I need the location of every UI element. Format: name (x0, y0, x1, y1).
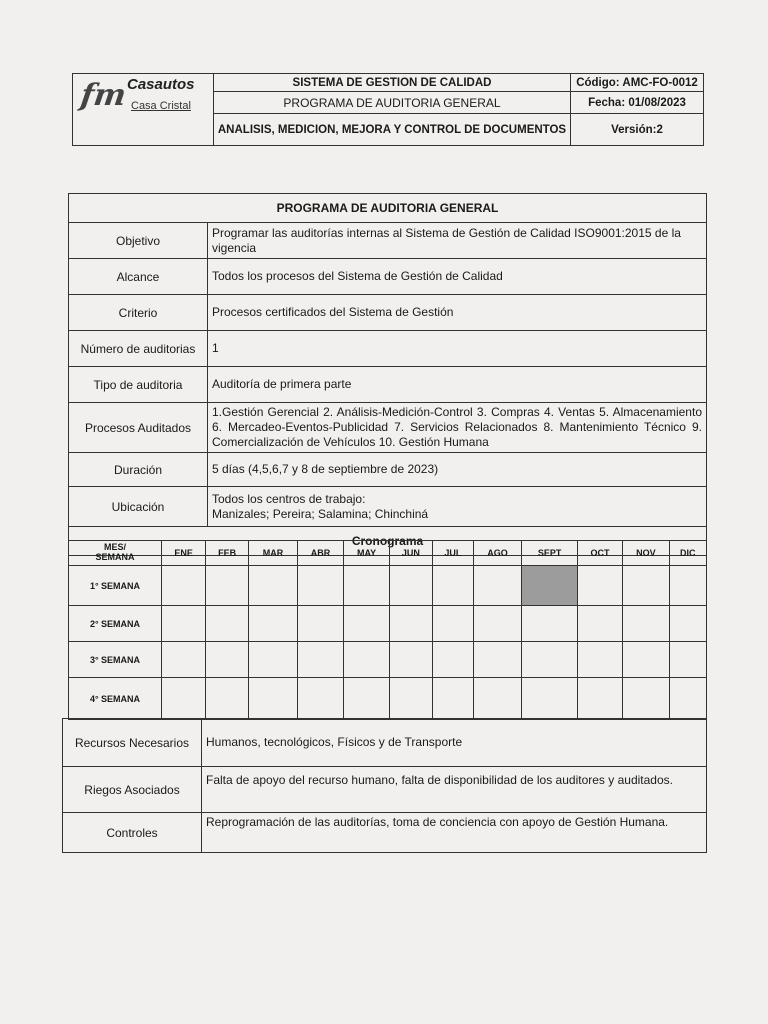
schedule-cell (473, 642, 522, 678)
resources-table (62, 718, 707, 853)
month-header-may: MAY (344, 541, 390, 566)
schedule-cell (522, 642, 577, 678)
week-row (69, 642, 707, 678)
schedule-cell (249, 678, 298, 720)
schedule-cell (623, 642, 669, 678)
schedule-cell (577, 566, 622, 606)
schedule-cell (162, 642, 206, 678)
schedule-cell (389, 678, 432, 720)
logo-subtitle: Casa Cristal (131, 100, 191, 112)
schedule-cell (669, 566, 706, 606)
schedule-cell (623, 566, 669, 606)
week-row (69, 566, 707, 606)
month-header-feb: FEB (206, 541, 249, 566)
week-label: 1° SEMANA (69, 566, 162, 606)
cronograma-title: Cronograma (69, 527, 707, 556)
row-value-controles: Reprogramación de las auditorías, toma de conciencia con apoyo de Gestión Humana. (202, 813, 707, 853)
schedule-cell (432, 678, 473, 720)
schedule-cell (389, 642, 432, 678)
system-title: SISTEMA DE GESTION DE CALIDAD (214, 74, 571, 92)
schedule-cell (162, 606, 206, 642)
schedule-cell (577, 642, 622, 678)
schedule-cell (389, 606, 432, 642)
schedule-cell (669, 642, 706, 678)
row-value-ubicacion (208, 487, 707, 527)
schedule-cell (389, 566, 432, 606)
schedule-cell (206, 566, 249, 606)
row-label-tipo-auditoria: Tipo de auditoria (69, 367, 208, 403)
scheduled-audit-cell (522, 566, 577, 606)
schedule-cell (577, 606, 622, 642)
logo-name: Casautos (127, 76, 195, 93)
schedule-cell (473, 678, 522, 720)
audit-program-table (68, 193, 707, 556)
schedule-cell (206, 606, 249, 642)
schedule-cell (473, 566, 522, 606)
row-value-alcance: Todos los procesos del Sistema de Gestión de Calidad (208, 259, 707, 295)
schedule-cell (522, 678, 577, 720)
document-date: Fecha: 01/08/2023 (571, 92, 704, 114)
row-label-recursos: Recursos Necesarios (63, 719, 202, 767)
schedule-cell (249, 566, 298, 606)
month-header-nov: NOV (623, 541, 669, 566)
month-header-oct: OCT (577, 541, 622, 566)
month-header-abr: ABR (297, 541, 343, 566)
schedule-cell (297, 642, 343, 678)
month-header-sept: SEPT (522, 541, 577, 566)
row-label-ubicacion: Ubicación (69, 487, 208, 527)
program-table-title: PROGRAMA DE AUDITORIA GENERAL (69, 194, 707, 223)
row-label-alcance: Alcance (69, 259, 208, 295)
row-value-tipo-auditoria: Auditoría de primera parte (208, 367, 707, 403)
week-row (69, 606, 707, 642)
corner-line-2: SEMANA (95, 552, 135, 562)
row-value-procesos-auditados: 1.Gestión Gerencial 2. Análisis-Medición-Control 3. Compras 4. Ventas 5. Almacenamiento 6. Mercadeo-Eventos-Publicidad 7. Servicios Relacionados 8. Mantenimiento Técnico 9. Comercialización de Vehículos 10. Gestión Humana (208, 403, 707, 453)
schedule-cell (344, 606, 390, 642)
schedule-cell (669, 678, 706, 720)
schedule-cell (249, 606, 298, 642)
corner-line-1: MES/ (103, 542, 126, 553)
week-label: 2° SEMANA (69, 606, 162, 642)
schedule-cell (623, 678, 669, 720)
company-logo (73, 74, 214, 146)
week-row (69, 678, 707, 720)
schedule-cell (623, 606, 669, 642)
month-header-ago: AGO (473, 541, 522, 566)
row-value-numero-auditorias: 1 (208, 331, 707, 367)
schedule-cell (249, 642, 298, 678)
cronograma-header-row (69, 541, 707, 566)
process-title: ANALISIS, MEDICION, MEJORA Y CONTROL DE DOCUMENTOS (214, 114, 571, 146)
document-header (72, 73, 704, 146)
row-label-duracion: Duración (69, 453, 208, 487)
schedule-cell (432, 566, 473, 606)
cronograma-grid (68, 540, 707, 720)
schedule-cell (297, 606, 343, 642)
row-value-criterio: Procesos certificados del Sistema de Gestión (208, 295, 707, 331)
month-header-jul: JUL (432, 541, 473, 566)
ubicacion-line-2: Manizales; Pereira; Salamina; Chinchiná (212, 506, 429, 521)
schedule-cell (344, 566, 390, 606)
row-label-numero-auditorias: Número de auditorias (69, 331, 208, 367)
row-label-criterio: Criterio (69, 295, 208, 331)
schedule-cell (206, 678, 249, 720)
schedule-cell (297, 566, 343, 606)
row-value-objetivo: Programar las auditorías internas al Sistema de Gestión de Calidad ISO9001:2015 de la vigencia (208, 223, 707, 259)
schedule-cell (432, 606, 473, 642)
month-header-jun: JUN (389, 541, 432, 566)
month-header-ene: ENE (162, 541, 206, 566)
week-label: 4° SEMANA (69, 678, 162, 720)
schedule-cell (206, 642, 249, 678)
week-label: 3° SEMANA (69, 642, 162, 678)
month-header-mar: MAR (249, 541, 298, 566)
row-label-controles: Controles (63, 813, 202, 853)
row-value-recursos: Humanos, tecnológicos, Físicos y de Transporte (202, 719, 707, 767)
row-label-objetivo: Objetivo (69, 223, 208, 259)
document-code: Código: AMC-FO-0012 (571, 74, 704, 92)
schedule-cell (344, 678, 390, 720)
document-version: Versión:2 (571, 114, 704, 146)
row-value-riesgos: Falta de apoyo del recurso humano, falta de disponibilidad de los auditores y auditados. (202, 767, 707, 813)
logo-monogram: fm (78, 78, 129, 113)
schedule-cell (297, 678, 343, 720)
schedule-cell (344, 642, 390, 678)
row-value-duracion: 5 días (4,5,6,7 y 8 de septiembre de 2023) (208, 453, 707, 487)
ubicacion-line-1: Todos los centros de trabajo: (212, 491, 366, 506)
row-label-riesgos: Riegos Asociados (63, 767, 202, 813)
month-header-dic: DIC (669, 541, 706, 566)
row-label-procesos-auditados: Procesos Auditados (69, 403, 208, 453)
schedule-cell (473, 606, 522, 642)
schedule-cell (432, 642, 473, 678)
schedule-cell (577, 678, 622, 720)
schedule-cell (162, 566, 206, 606)
program-title: PROGRAMA DE AUDITORIA GENERAL (214, 92, 571, 114)
schedule-cell (162, 678, 206, 720)
corner-header (69, 541, 162, 566)
schedule-cell (669, 606, 706, 642)
schedule-cell (522, 606, 577, 642)
